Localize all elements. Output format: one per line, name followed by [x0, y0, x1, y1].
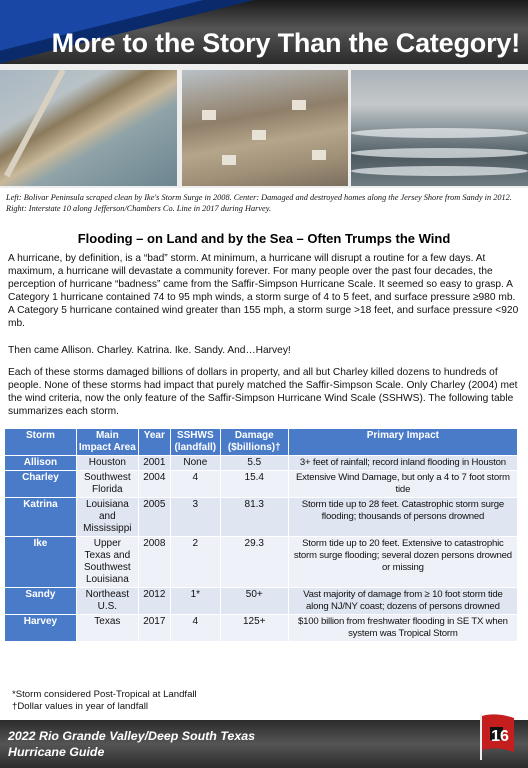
impact-area: Upper Texas and Southwest Louisiana [76, 537, 138, 588]
year: 2012 [138, 588, 170, 615]
footnotes [12, 689, 197, 713]
col-header-sshws: SSHWS (landfall) [170, 429, 220, 456]
year: 2008 [138, 537, 170, 588]
col-header-storm: Storm [5, 429, 77, 456]
storm-name: Sandy [5, 588, 77, 615]
primary-impact: $100 billion from freshwater flooding in SE TX when system was Tropical Storm [288, 615, 517, 642]
primary-impact: Storm tide up to 28 feet. Catastrophic storm surge flooding; thousands of persons drowned [288, 498, 517, 537]
damage: 5.5 [220, 456, 288, 471]
sshws: 2 [170, 537, 220, 588]
year: 2004 [138, 471, 170, 498]
table-row [5, 537, 518, 588]
damage: 125+ [220, 615, 288, 642]
col-header-impact-area: Main Impact Area [76, 429, 138, 456]
table-row [5, 471, 518, 498]
col-header-damage: Damage ($billions)† [220, 429, 288, 456]
sshws: 3 [170, 498, 220, 537]
bolivar-peninsula-photo [0, 70, 177, 186]
impact-area: Southwest Florida [76, 471, 138, 498]
storm-impact-table [4, 428, 518, 642]
table-row [5, 456, 518, 471]
page-title: More to the Story Than the Category! [51, 28, 520, 58]
photo-caption: Left: Bolivar Peninsula scraped clean by Ike's Storm Surge in 2008. Center: Damaged and destroyed homes along the Jersey Shore from Sandy in 2012. Right: Interstate 10 along Jefferson/Chambers Co. Line in 2017 during Harvey. [6, 193, 512, 213]
storm-name: Allison [5, 456, 77, 471]
storm-name: Harvey [5, 615, 77, 642]
col-header-primary-impact: Primary Impact [288, 429, 517, 456]
storm-list-paragraph: Then came Allison. Charley. Katrina. Ike. Sandy. And…Harvey! [8, 345, 291, 356]
storm-name: Ike [5, 537, 77, 588]
table-row [5, 615, 518, 642]
interstate-10-flood-photo [351, 70, 528, 186]
publication-title-line2: Hurricane Guide [8, 745, 105, 759]
primary-impact: Extensive Wind Damage, but only a 4 to 7 foot storm tide [288, 471, 517, 498]
impact-area: Northeast U.S. [76, 588, 138, 615]
impact-area: Houston [76, 456, 138, 471]
page-header [0, 0, 528, 64]
primary-impact: Vast majority of damage from ≥ 10 foot storm tide along NJ/NY coast; dozens of persons drowned [288, 588, 517, 615]
table-row [5, 498, 518, 537]
impact-area: Texas [76, 615, 138, 642]
col-header-year: Year [138, 429, 170, 456]
footnote-dollar-values: †Dollar values in year of landfall [12, 701, 148, 712]
damage: 81.3 [220, 498, 288, 537]
intro-paragraph: A hurricane, by definition, is a “bad” storm. At minimum, a hurricane will disrupt a routine for a few days. At maximum, a hurricane will devastate a community forever. For many people over the past four decades, the perception of hurricane “badness” came from the Saffir-Simpson Hurricane Scale. It seemed so easy to grasp. A Category 1 hurricane contained 74 to 95 mph winds, a storm surge of 4 to 5 feet, and surface pressure ≥980 mb. A Category 5 hurricane contained wind greater than 155 mph, a storm surge >18 feet, and surface pressure <920 mb. [8, 253, 519, 329]
damage: 15.4 [220, 471, 288, 498]
sshws: None [170, 456, 220, 471]
primary-impact: 3+ feet of rainfall; record inland flooding in Houston [288, 456, 517, 471]
year: 2001 [138, 456, 170, 471]
table-header-row [5, 429, 518, 456]
storm-name: Katrina [5, 498, 77, 537]
table-row [5, 588, 518, 615]
section-title: Flooding – on Land and by the Sea – Often Trumps the Wind [77, 231, 451, 246]
year: 2017 [138, 615, 170, 642]
summary-paragraph: Each of these storms damaged billions of dollars in property, and all but Charley killed dozens to hundreds of people. None of these storms had impact that purely matched the Saffir-Simpson Scale. Only Charley (2004) met the wind criteria, now the only feature of the Saffir-Simpson Hurricane Wind Scale (SSHWS). The following table summarizes each storm. [8, 367, 518, 417]
sshws: 1* [170, 588, 220, 615]
damage: 50+ [220, 588, 288, 615]
publication-title-line1: 2022 Rio Grande Valley/Deep South Texas [8, 729, 255, 743]
impact-area: Louisiana and Mississippi [76, 498, 138, 537]
primary-impact: Storm tide up to 20 feet. Extensive to catastrophic storm surge flooding; several dozen persons drowned or missing [288, 537, 517, 588]
sshws: 4 [170, 615, 220, 642]
year: 2005 [138, 498, 170, 537]
photo-strip [0, 64, 528, 188]
jersey-shore-photo [182, 70, 348, 186]
footnote-post-tropical: *Storm considered Post-Tropical at Landfall [12, 689, 197, 700]
page-footer [0, 720, 528, 768]
page-number: 16 [491, 728, 509, 745]
storm-name: Charley [5, 471, 77, 498]
publication-title [8, 728, 255, 760]
sshws: 4 [170, 471, 220, 498]
damage: 29.3 [220, 537, 288, 588]
